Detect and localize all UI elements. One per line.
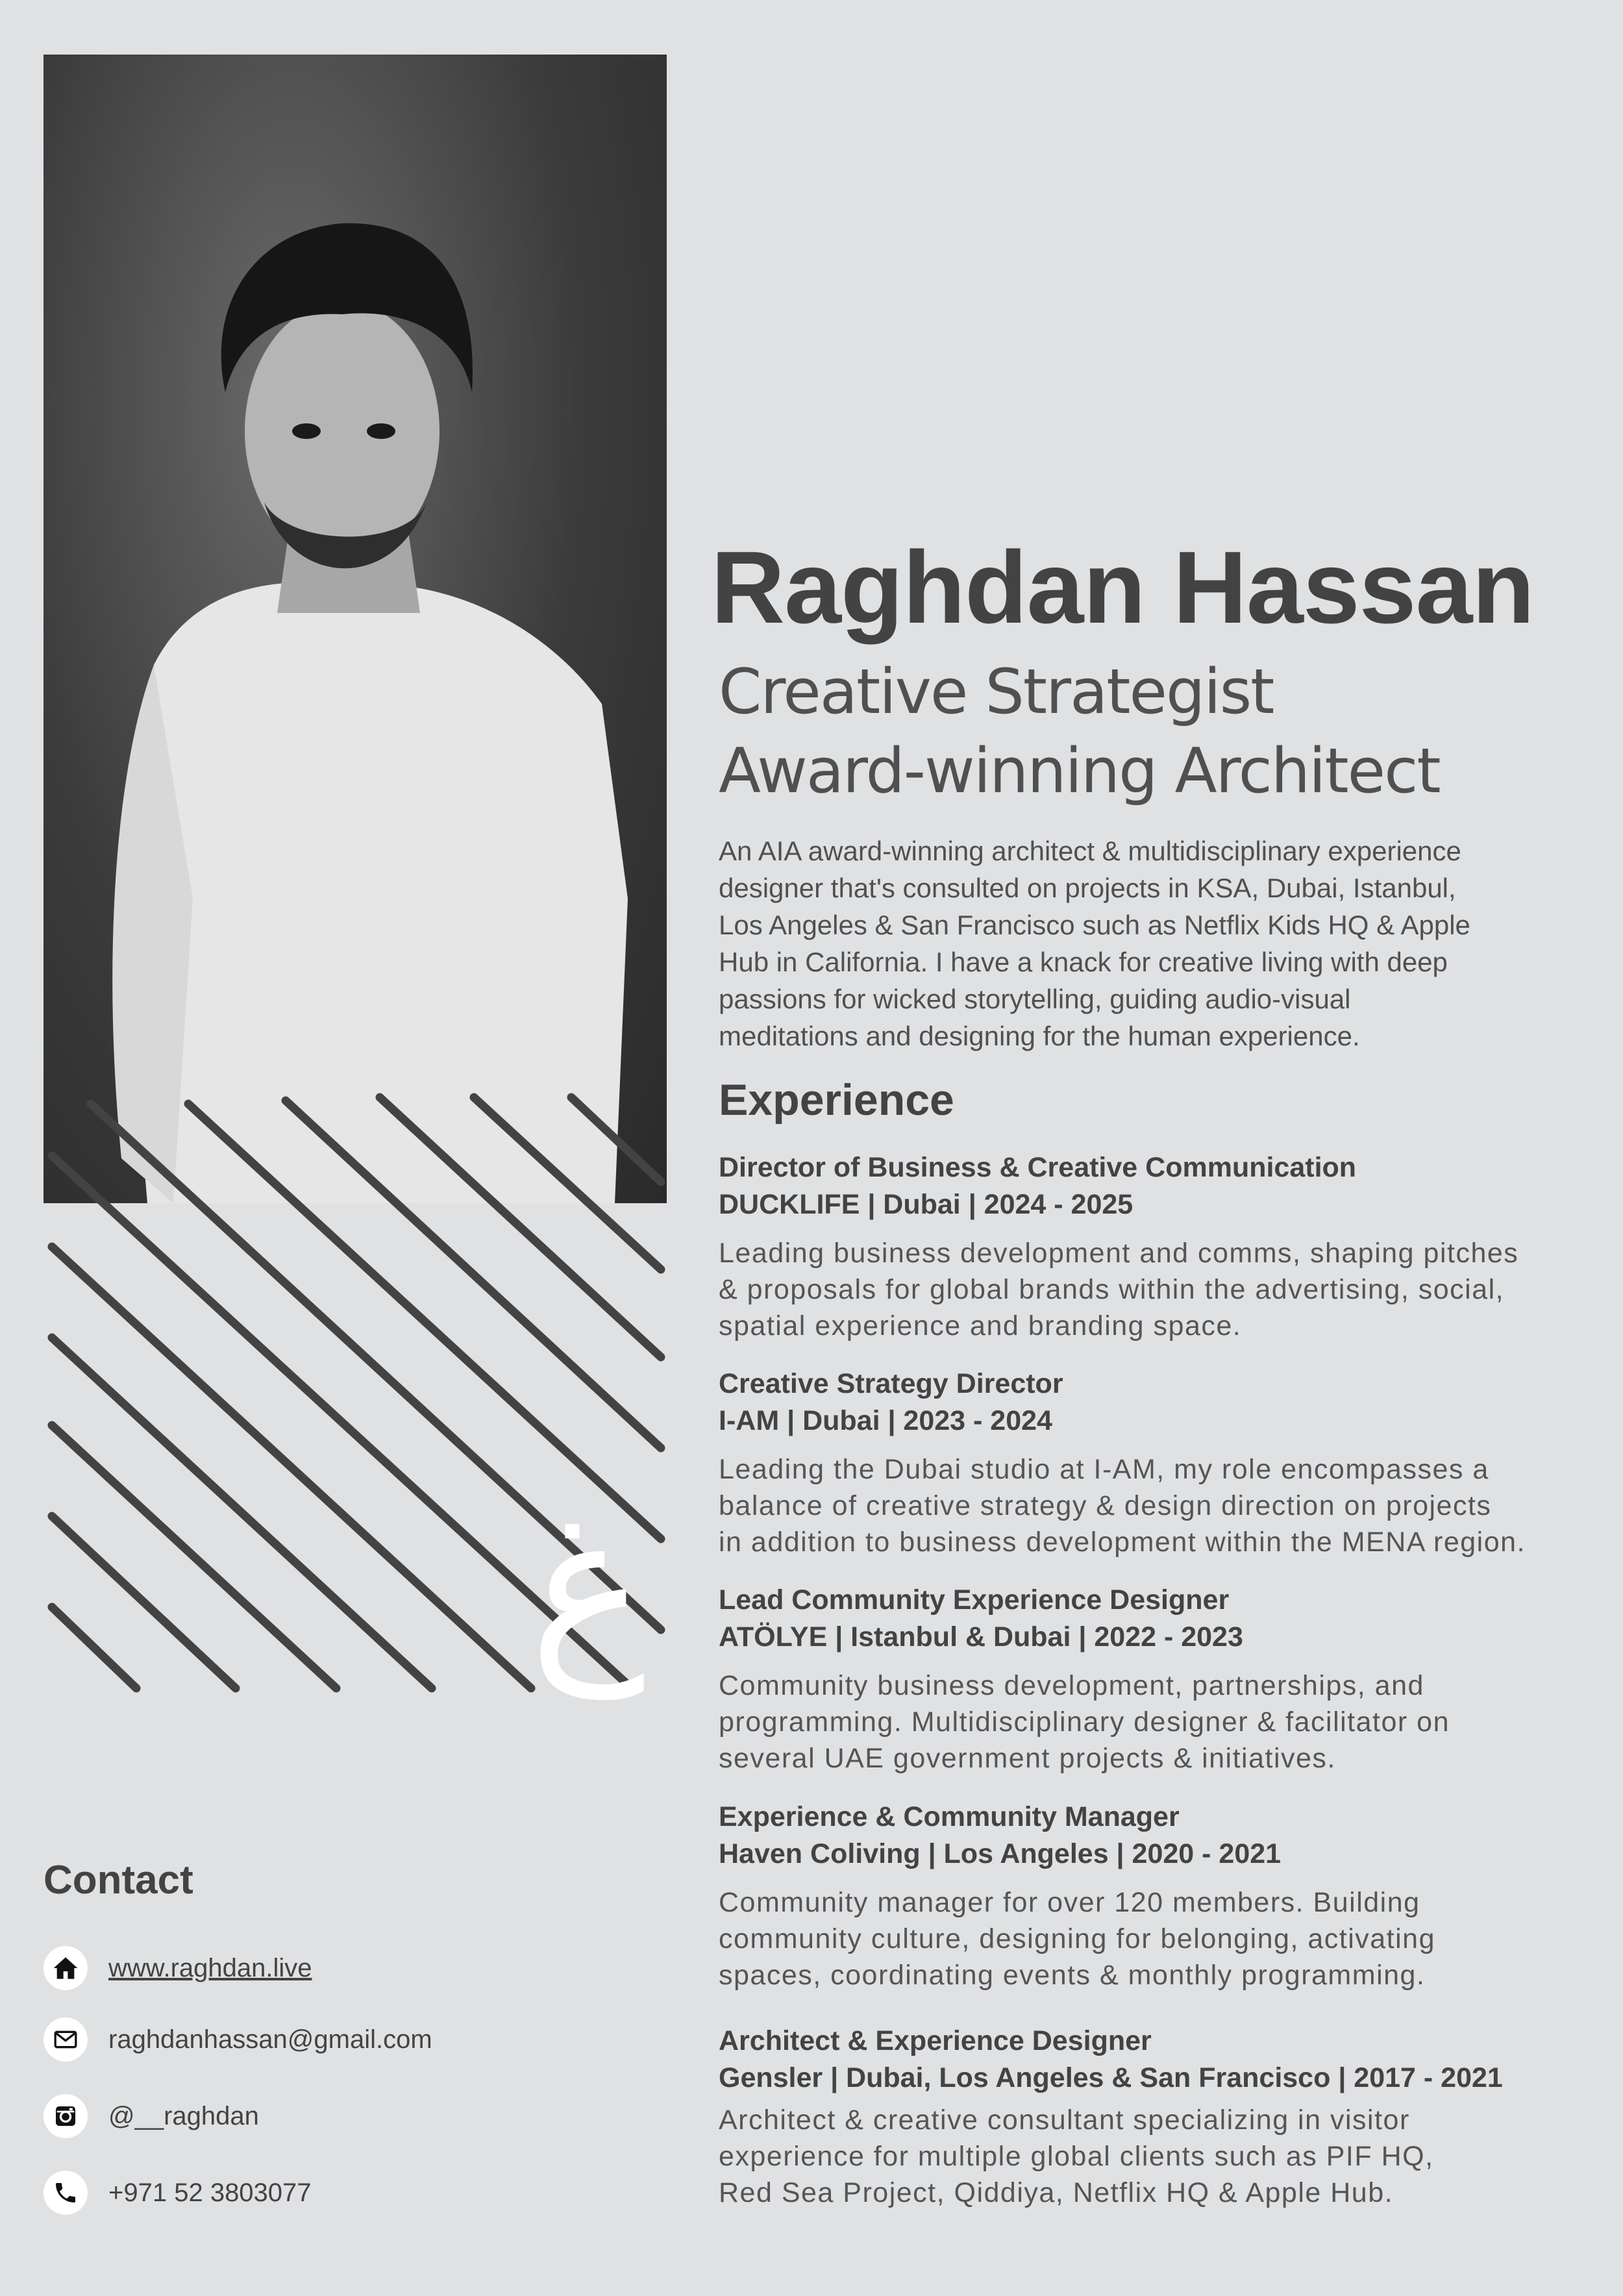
job-description-line: spatial experience and branding space.	[719, 1310, 1242, 1341]
summary-line: Los Angeles & San Francisco such as Netflix Kids HQ & Apple	[719, 910, 1470, 940]
home-icon	[43, 1946, 88, 1990]
job-description-line: experience for multiple global clients such as PIF HQ,	[719, 2141, 1434, 2172]
job-description	[719, 1451, 1615, 1560]
job-company-meta: Haven Coliving | Los Angeles | 2020 - 2021	[719, 1838, 1282, 1869]
job-company-meta: I-AM | Dubai | 2023 - 2024	[719, 1405, 1052, 1436]
role-line: Creative Strategist	[719, 656, 1274, 728]
experience-entry	[719, 1149, 1615, 1344]
stripe	[52, 1247, 531, 1688]
job-description-line: balance of creative strategy & design direction on projects	[719, 1490, 1492, 1521]
stripe	[286, 1101, 661, 1448]
stripe	[52, 1338, 432, 1688]
job-title: Lead Community Experience Designer	[719, 1584, 1230, 1616]
diagonal-stripes-graphic	[43, 1078, 686, 1701]
experience-entry	[719, 1799, 1615, 1993]
job-description-line: community culture, designing for belonging, activating	[719, 1923, 1436, 1954]
job-description-line: Leading business development and comms, shaping pitches	[719, 1238, 1519, 1269]
job-description-line: spaces, coordinating events & monthly programming.	[719, 1960, 1426, 1991]
job-title: Creative Strategy Director	[719, 1368, 1063, 1399]
contact-website[interactable]	[43, 1945, 312, 1991]
job-description	[719, 2102, 1615, 2211]
stripe	[571, 1097, 661, 1182]
role-titles	[719, 653, 1615, 811]
stripe	[52, 1607, 136, 1688]
job-description-line: Leading the Dubai studio at I-AM, my role encompasses a	[719, 1454, 1489, 1485]
phone-number[interactable]: +971 52 3803077	[108, 2178, 312, 2207]
role-line: Award-winning Architect	[719, 736, 1440, 807]
job-description	[719, 1884, 1615, 1993]
job-title: Architect & Experience Designer	[719, 2025, 1152, 2056]
job-description	[719, 1235, 1615, 1344]
job-description-line: Red Sea Project, Qiddiya, Netflix HQ & Apple Hub.	[719, 2177, 1394, 2208]
job-description-line: & proposals for global brands within the advertising, social,	[719, 1274, 1505, 1305]
experience-entry	[719, 1366, 1615, 1560]
job-title: Experience & Community Manager	[719, 1801, 1180, 1832]
instagram-icon	[43, 2094, 88, 2138]
email-text[interactable]: raghdanhassan@gmail.com	[108, 2025, 432, 2054]
summary-line: passions for wicked storytelling, guiding audio-visual	[719, 984, 1351, 1014]
profile-summary	[719, 832, 1595, 1054]
instagram-handle[interactable]: @__raghdan	[108, 2101, 259, 2130]
contact-phone[interactable]	[43, 2170, 312, 2215]
job-description	[719, 1667, 1615, 1777]
arabic-logo-mark: غ	[529, 1472, 646, 1699]
contact-instagram[interactable]	[43, 2093, 259, 2139]
job-description-line: Community manager for over 120 members. Building	[719, 1887, 1420, 1918]
job-description-line: Architect & creative consultant specializing in visitor	[719, 2104, 1410, 2136]
stripe	[52, 1516, 236, 1688]
job-company-meta: Gensler | Dubai, Los Angeles & San Francisco | 2017 - 2021	[719, 2062, 1503, 2093]
summary-line: designer that's consulted on projects in KSA, Dubai, Istanbul,	[719, 873, 1456, 903]
profile-photo	[43, 55, 667, 1203]
full-name: Raghdan Hassan	[711, 530, 1534, 645]
summary-line: meditations and designing for the human experience.	[719, 1021, 1360, 1051]
job-description-line: Community business development, partnerships, and	[719, 1670, 1424, 1701]
experience-heading: Experience	[719, 1075, 954, 1125]
contact-email[interactable]	[43, 2017, 432, 2062]
experience-entry	[719, 1582, 1615, 1777]
job-description-line: in addition to business development within the MENA region.	[719, 1527, 1526, 1558]
job-title: Director of Business & Creative Communication	[719, 1152, 1357, 1183]
summary-line: An AIA award-winning architect & multidisciplinary experience	[719, 836, 1461, 866]
contact-heading: Contact	[43, 1858, 193, 1903]
experience-entry	[719, 2023, 1615, 2211]
job-company-meta: ATÖLYE | Istanbul & Dubai | 2022 - 2023	[719, 1621, 1243, 1653]
summary-line: Hub in California. I have a knack for creative living with deep	[719, 947, 1448, 977]
stripe	[474, 1097, 661, 1269]
job-description-line: programming. Multidisciplinary designer & facilitator on	[719, 1706, 1450, 1738]
job-description-line: several UAE government projects & initiatives.	[719, 1743, 1336, 1774]
website-link[interactable]: www.raghdan.live	[108, 1953, 312, 1982]
mail-icon	[43, 2017, 88, 2062]
phone-icon	[43, 2171, 88, 2215]
job-company-meta: DUCKLIFE | Dubai | 2024 - 2025	[719, 1189, 1134, 1220]
